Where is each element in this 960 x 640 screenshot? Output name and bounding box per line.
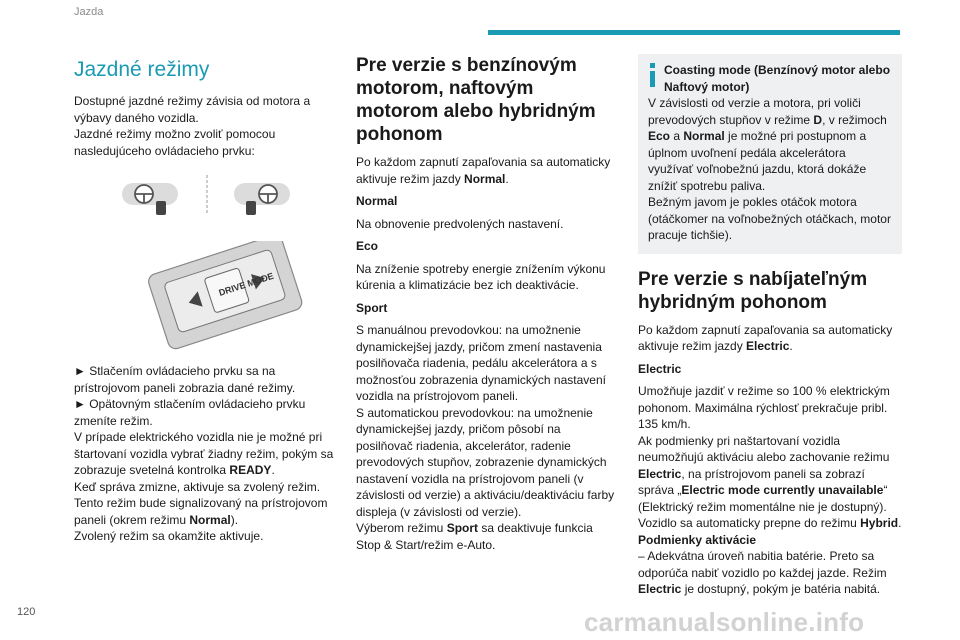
paragraph: Po každom zapnutí zapaľovania sa automaticky aktivuje režim jazdy Electric. <box>638 322 893 353</box>
column-plugin-hybrid <box>638 54 902 598</box>
drive-mode-label: DRIVE MODE <box>217 270 275 298</box>
paragraph: Na obnovenie predvolených nastavení. <box>356 216 564 231</box>
mode-heading-sport: Sport <box>356 300 388 315</box>
paragraph: – Adekvátna úroveň nabitia batérie. Preto sa odporúča nabiť vozidlo po každej jazde. Režim Electric je dostupný, pokým je batéria nabitá. <box>638 549 887 596</box>
steering-wheel-icon <box>74 171 340 231</box>
paragraph: Tento režim bude signalizovaný na prístrojovom paneli (okrem režimu Normal). <box>74 496 328 527</box>
paragraph: ► Stlačením ovládacieho prvku sa na prístrojovom paneli zobrazia dané režimy. <box>74 364 296 395</box>
section-title: Jazdné režimy <box>74 58 210 81</box>
paragraph: V prípade elektrického vozidla nie je možné pri štartovaní vozidla vybrať žiadny režim, pokým sa zobrazuje svetelná kontrolka READY. <box>74 430 334 477</box>
paragraph: Vozidlo sa automaticky prepne do režimu Hybrid. <box>638 516 902 530</box>
watermark: carmanualsonline.info <box>584 607 865 637</box>
paragraph: V závislosti od verzie a motora, pri voliči prevodových stupňov v režime D, v režimoch Eco a Normal je možné pri postupnom a úplnom uvoľnení pedála akcelerátora využívať voľnobežnú jazdu, ktorá dokáže znížiť spotrebu paliva. <box>648 96 887 193</box>
drive-mode-control <box>74 241 340 351</box>
paragraph: Zvolený režim sa okamžite aktivuje. <box>74 529 264 543</box>
info-icon <box>648 63 657 87</box>
paragraph: S manuálnou prevodovkou: na umožnenie dynamickejšej jazdy, pričom zmení nastavenia posilňovača riadenia, pedálu akcelerátora a s možnosťou zobrazenia dynamických nastavení vozidla na prístrojovom paneli. <box>356 323 606 403</box>
paragraph: Umožňuje jazdiť v režime so 100 % elektrickým pohonom. Maximálna rýchlosť prekračuje pribl. 135 km/h. <box>638 384 890 431</box>
section-heading: Pre verzie s benzínovým motorom, naftovým motorom alebo hybridným pohonom <box>356 55 596 145</box>
header-accent-bar <box>488 30 900 35</box>
paragraph: Ak podmienky pri naštartovaní vozidla neumožňujú aktiváciu alebo zachovanie režimu Electric, na prístrojovom paneli sa zobrazí správa „Electric mode currently unavailable“ (Elektrický režim momentálne nie je dostupný). <box>638 433 890 514</box>
paragraph: Bežným javom je pokles otáčok motora (otáčkomer na voľnobežných otáčkach, motor pracuje tichšie). <box>648 195 891 242</box>
paragraph: Jazdné režimy možno zvoliť pomocou nasledujúceho ovládacieho prvku: <box>74 127 276 158</box>
mode-heading-electric: Electric <box>638 361 682 376</box>
paragraph: ► Opätovným stlačením ovládacieho prvku zmeníte režim. <box>74 397 306 428</box>
info-box-coasting <box>638 54 902 254</box>
paragraph: Výberom režimu Sport sa deaktivuje funkcia Stop & Start/režim e-Auto. <box>356 521 593 552</box>
paragraph: Na zníženie spotreby energie znížením výkonu kúrenia a klimatizácie bez ich deaktivácie. <box>356 261 606 292</box>
conditions-heading: Podmienky aktivácie <box>638 532 757 547</box>
info-title: Coasting mode (Benzínový motor alebo Naftový motor) <box>664 63 891 94</box>
mode-heading-eco: Eco <box>356 239 379 253</box>
drive-mode-button-icon <box>74 241 340 351</box>
paragraph: Po každom zapnutí zapaľovania sa automaticky aktivuje režim jazdy Normal. <box>356 155 611 186</box>
paragraph: Dostupné jazdné režimy závisia od motora a výbavy daného vozidla. <box>74 94 311 125</box>
column-driving-modes <box>74 54 340 545</box>
paragraph: S automatickou prevodovkou: na umožnenie dynamickejšej jazdy, pričom pôsobí na posilňovač riadenia, akcelerátor, radenie prevodových stupňov, zobrazenie dynamických nastavení vozidla na prístrojovom paneli (v závislosti od verzie) a aktiváciu/deaktiváciu farby displeja (v závislosti od verzie). <box>356 405 615 519</box>
paragraph: Keď správa zmizne, aktivuje sa zvolený režim. <box>74 479 321 494</box>
section-heading: Pre verzie s nabíjateľným hybridným pohonom <box>638 268 868 313</box>
page-number: 120 <box>17 606 36 618</box>
steering-mode-icons <box>74 171 340 231</box>
section-label: Jazda <box>74 6 104 18</box>
column-combustion-hybrid <box>356 54 620 553</box>
mode-heading-normal: Normal <box>356 194 398 208</box>
